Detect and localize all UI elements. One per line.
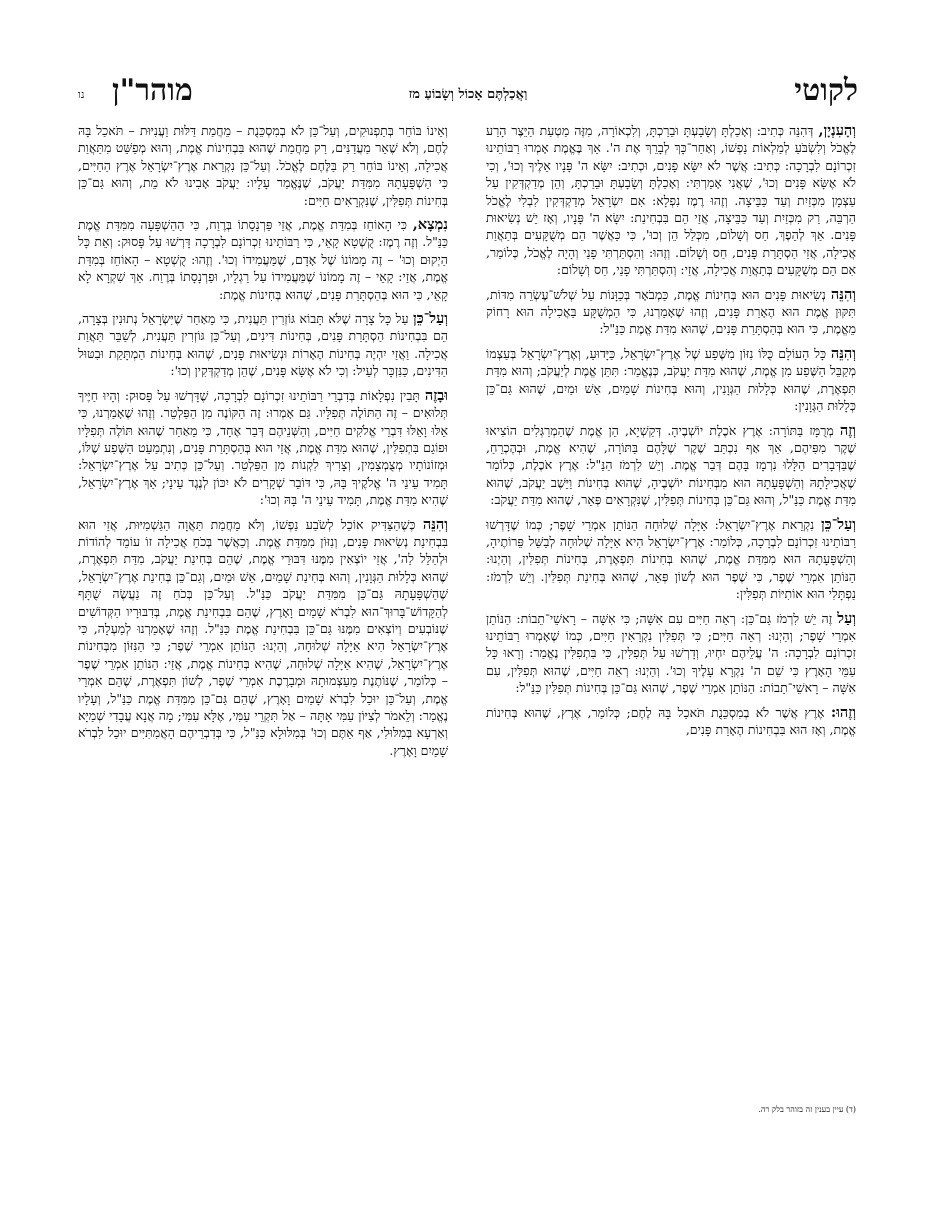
paragraph-lead-word: וְזֶהוּ: xyxy=(830,703,856,721)
paragraph-text: וְאֵינוֹ בּוֹחֵר בְּתַפְנוּקִים, וְעַל־כֵּן לֹא בְמִסְכֵּנֻת – מֵחֲמַת דַּלּוּת וַעֲנִיּוּת – תֹּאכַל בָּהּ לֶחֶם, וְלֹא שֶׁאֵר מַעֲדַנִּים, רַק מֵחֲמַת שֶׁהוּא בִּבְחִינוֹת אֱמֶת, וְהוּא מְפַשֵּׁט מִתַּאֲוַת אֲכִילָה, וְאֵינוֹ בּוֹחֵר רַק בַּלֶּחֶם לֶאֱכֹל. וְעַל־כֵּן נִקְרֵאת אֶרֶץ־יִשְׂרָאֵל אֶרֶץ הַחַיִּים, כִּי הַשְׁפָּעָתָהּ מִמִּדַּת יַעֲקֹב, שֶׁנֶּאֱמַר עָלָיו: יַעֲקֹב אָבִינוּ לֹא מֵת, וְהוּא גַּם־כֵּן בְּחִינוֹת תְּפִלִּין, שֶׁנִּקְרָאִים חַיִּים: xyxy=(78,123,448,208)
paragraph xyxy=(486,422,856,509)
running-head: וַאֲכַלְתֶּם אָכוֹל וְשָׂבוֹעַ מז xyxy=(408,87,528,102)
paragraph xyxy=(78,310,448,380)
paragraph-text: כָּל הָעוֹלָם כֻּלּוֹ נִזּוֹן מִשֶּׁפַע שֶׁל אֶרֶץ־יִשְׂרָאֵל, כַּיָּדוּעַ, וְאֶרֶץ־יִשְׂרָאֵל בְּעַצְמוֹ מְקַבֵּל הַשֶּׁפַע מִן אֱמֶת, שֶׁהוּא מִדַּת יַעֲקֹב, כְּנֶאֱמַר: תִּתֵּן אֱמֶת לְיַעֲקֹב; וְהוּא מִדַּת תִּפְאֶרֶת, שֶׁהוּא כְּלָלוּת הַגְּוָנִין, וְהוּא בְּחִינוֹת שָׁמַיִם, אֵשׁ וּמַיִם, שֶׁהוּא גַּם־כֵּן כְּלָלוּת הַגְּוָנִין: xyxy=(486,345,856,414)
paragraph xyxy=(78,387,448,509)
paragraph-lead-word: וְהִנֵּה xyxy=(422,515,448,533)
paragraph-lead-word: וְעַל־כֵּן xyxy=(820,515,856,533)
paragraph xyxy=(78,216,448,303)
paragraph-text: מְרֻמָּז בַּתּוֹרָה: אֶרֶץ אֹכֶלֶת יוֹשְׁבֶיהָ. דְּקַשְׁיָא, הֵן אֱמֶת שֶׁהַמְרַגְּלִים הוֹצִיאוּ שֶׁקֶר מִפִּיהֶם, אַךְ אַף נִכְתַּב שֶׁקֶר שֶׁלָּהֶם בַּתּוֹרָה, שֶׁהִיא אֱמֶת, וּבְהֶכְרֵחַ, שֶׁבַּדְּבָרִים הַלָּלוּ נִרְמָז בָּהֶם דְּבַר אֱמֶת. וְיֵשׁ לִרְמֹז הַנַּ"ל: אֶרֶץ אֹכֶלֶת, כְּלוֹמַר שֶׁאֲכִילָתָהּ וְהַשְׁפָּעָתָהּ הוּא מִבְּחִינוֹת יוֹשְׁבֶיהָ, שֶׁהוּא בְּחִינוֹת וַיֵּשֶׁב יַעֲקֹב, שֶׁהוּא מִדַּת אֱמֶת כַּנַּ"ל, וְהוּא גַּם־כֵּן בְּחִינוֹת תְּפִלִּין, שֶׁנִּקְרָאִים פְּאֵר, שֶׁהוּא מִדַּת יַעֲקֹב: xyxy=(486,422,856,508)
paragraph-text: נְשִׂיאוּת פָּנִים הוּא בְּחִינוֹת אֱמֶת, כַּמְבֹאָר בְּכַוָּנוֹת עַל שְׁלֹשׁ־עֶשְׂרֵה מִדּוֹת, תִּקּוּן אֱמֶת הוּא הֶאָרַת פָּנִים, וְזֶהוּ שֶׁאָמַרְנוּ, כִּי הַמְשֻׁקָּע בַּאֲכִילָה הוּא רָחוֹק מֵאֱמֶת, כִּי הוּא בְּהַסְתָּרַת פָּנִים, שֶׁהוּא מִדַּת אֱמֶת כַּנַּ"ל: xyxy=(486,286,856,337)
paragraph-text: תָּבִין נִפְלָאוֹת בְּדִבְרֵי רַבּוֹתֵינוּ זִכְרוֹנָם לִבְרָכָה, שֶׁדָּרְשׁוּ עַל פָּסוּק: וְהָיוּ חַיֶּיךָ תְּלוּאִים – זֶה הַתּוֹלֶה תְּפִלָּיו. גַּם אָמְרוּ: זֶה הַקּוֹנֶה מִן הַפַּלְטֵר. וְזֶהוּ שֶׁאָמַרְנוּ, כִּי אֵלּוּ וָאֵלּוּ דִּבְרֵי אֱלֹקִים חַיִּים, וְהַשְּׁנֵיהֶם דְּבַר אֶחָד, כִּי מֵאַחַר שֶׁהוּא תּוֹלֶה תְּפִלָּיו וּפוֹגֵם בִּתְפִלִּין, שֶׁהוּא מִדַּת אֱמֶת, אֲזַי הוּא בְּהַסְתָּרַת פָּנִים, וְנִתְמַעֵט הַשֶּׁפַע שֶׁלּוֹ, וּמְזוֹנוֹתָיו מְצֻמְצָמִין, וְצָרִיךְ לִקְנוֹת מִן הַפַּלְטֵר. וְעַל־כֵּן כְּתִיב עַל אֶרֶץ־יִשְׂרָאֵל: תָּמִיד עֵינֵי ה' אֱלֹקֶיךָ בָּהּ, כִּי דּוֹבֵר שְׁקָרִים לֹא יִכּוֹן לְנֶגֶד עֵינָי; אַךְ אֶרֶץ־יִשְׂרָאֵל, שֶׁהִיא מִדַּת אֱמֶת, תָּמִיד עֵינֵי ה' בָּהּ וְכוּ': xyxy=(78,387,448,508)
paragraph-lead-word: וְעַל xyxy=(837,609,856,627)
right-column xyxy=(486,122,856,745)
paragraph-text: עַל כָּל צָרָה שֶׁלֹּא תָּבוֹא גּוֹזְרִין תַּעֲנִית, כִּי מֵאַחַר שֶׁיִּשְׂרָאֵל נְתוּנִין בְּצָרָה, הֵם בִּבְחִינוֹת הַסְתָּרַת פָּנִים, בְּחִינוֹת דִּינִים, וְעַל־כֵּן גּוֹזְרִין תַּעֲנִית, לְשַׁבֵּר תַּאֲוַת אֲכִילָה. וַאֲזַי יִהְיֶה בְּחִינוֹת הֶאָרוֹת וּנְשִׂיאוּת פָּנִים, שֶׁהוּא בְּחִינוֹת הַמְתָּקַת וּבִטּוּל הַדִּינִים, כַּנִּזְכָּר לְעֵיל: וְכִי לֹא אֶשָּׂא פָּנִים, שֶׁהֵן מְדַקְדְּקִין וְכוּ': xyxy=(78,311,448,379)
paragraph xyxy=(486,610,856,697)
left-column xyxy=(78,122,448,766)
paragraph xyxy=(486,704,856,739)
paragraph-text: זֶה יֵשׁ לִרְמֹז גַּם־כֵּן: רְאֵה חַיִּים עִם אִשָּׁה; כִּי אִשָּׁה – רָאשֵׁי־תֵבוֹת: הַנּוֹתֵן אִמְרֵי שָׁפֶר; וְהַיְנוּ: רְאֵה חַיִּים; כִּי תְּפִלִּין נִקְרָאִין חַיִּים, כְּמוֹ שֶׁאָמְרוּ רַבּוֹתֵינוּ זִכְרוֹנָם לִבְרָכָה: ה' עֲלֵיהֶם יִחְיוּ, וְדָרְשׁוּ עַל תְּפִלִּין, כִּי בִּתְפִלִּין נֶאֱמַר: וְרָאוּ כָּל עַמֵּי הָאָרֶץ כִּי שֵׁם ה' נִקְרָא עָלֶיךָ וְכוּ'. וְהַיְנוּ: רְאֵה חַיִּים, שֶׁהוּא תְּפִלִּין, עִם אִשָּׁה – רָאשֵׁי־תֵבוֹת: הַנּוֹתֵן אִמְרֵי שֶׁפֶר, שֶׁהוּא גַּם־כֵּן בְּחִינוֹת תְּפִלִּין כַּנַּ"ל: xyxy=(486,610,856,696)
paragraph xyxy=(78,516,448,760)
paragraph xyxy=(486,286,856,338)
paragraph-text: כִּי הָאוֹחֵז בְּמִדַּת אֱמֶת, אֲזַי פַּרְנָסָתוֹ בְּרֶוַח, כִּי הַהַשְׁפָּעָה מִמִּדַּת אֱמֶת כַּנַּ"ל. וְזֶה רֶמֶז: קֻשְׁטָא קָאֵי, כִּי רַבּוֹתֵינוּ זִכְרוֹנָם לִבְרָכָה דָּרְשׁוּ עַל פָּסוּק: וְאֵת כָּל הַיְקוּם וְכוּ' – זֶה מָמוֹנוֹ שֶׁל אָדָם, שֶׁמַּעֲמִידוֹ וְכוּ'. וְזֶהוּ: קֻשְׁטָא – הָאוֹחֵז בְּמִדַּת אֱמֶת, אֲזַי: קָאֵי – זֶה מָמוֹנוֹ שֶׁמַּעֲמִידוֹ עַל רַגְלָיו, וּפַרְנָסָתוֹ בְּרֶוַח. אַךְ שִׁקְרָא לָא קָאֵי, כִּי הוּא בְּהַסְתָּרַת פָּנִים, שֶׁהוּא בְּחִינוֹת אֱמֶת: xyxy=(78,217,448,302)
paragraph xyxy=(486,122,856,279)
paragraph xyxy=(486,516,856,603)
paragraph xyxy=(486,345,856,415)
header-title-right: לקוטי xyxy=(794,73,858,108)
paragraph xyxy=(78,122,448,209)
page-number: נו xyxy=(78,88,85,101)
paragraph-text: נִקְרֵאת אֶרֶץ־יִשְׂרָאֵל: אַיָּלָה שְׁלוּחָה הַנּוֹתֵן אִמְרֵי שָׁפֶר; כְּמוֹ שֶׁדָּרְשׁוּ רַבּוֹתֵינוּ זִכְרוֹנָם לִבְרָכָה, כְּלוֹמַר: אֶרֶץ־יִשְׂרָאֵל הִיא אַיָּלָה שְׁלוּחָה לְבַשֵּׁל פֵּרוֹתֶיהָ, וְהַשְׁפָּעָתָהּ הוּא מִמִּדַּת אֱמֶת, שֶׁהוּא בְּחִינוֹת תִּפְאֶרֶת, בְּחִינוֹת תְּפִלִּין, וְהַיְנוּ: הַנּוֹתֵן אִמְרֵי שֶׁפֶר, כִּי שֶׁפֶר הוּא לְשׁוֹן פְּאֵר, שֶׁהוּא בְּחִינַת תְּפִלִּין. וְיֵשׁ לִרְמֹז: נַפְתָּלִי הוּא אוֹתִיּוֹת תְּפִלִּין: xyxy=(486,516,856,602)
paragraph-lead-word: וְזֶה xyxy=(839,421,856,439)
paragraph-text: דְּהִנֵּה כְּתִיב: וְאָכַלְתָּ וְשָׂבָעְתָּ וּבֵרַכְתָּ, וְלִכְאוֹרָה, מִזֶּה מַטְעַת הַיֵּצֶר הָרַע לֶאֱכֹל וְלִשְׂבֹּעַ לְמַלְאוֹת נַפְשׁוֹ, וְאַחַר־כָּךְ לְבָרֵךְ אֶת ה'. אַךְ בֶּאֱמֶת אָמְרוּ רַבּוֹתֵינוּ זִכְרוֹנָם לִבְרָכָה: כְּתִיב: אֲשֶׁר לֹא יִשָּׂא פָנִים, וּכְתִיב: יִשָּׂא ה' פָּנָיו אֵלֶיךָ וְכוּ', וְכִי לֹא אֶשָּׂא פָּנִים וְכוּ', שֶׁאֲנִי אָמַרְתִּי: וְאָכַלְתָּ וְשָׂבָעְתָּ וּבֵרַכְתָּ, וְהֵן מְדַקְדְּקִין עַל עַצְמָן מִכְּזַיִת וְעַד כַּבֵּיצָה. וְזֶהוּ רֶמֶז נִפְלָא: אִם יִשְׂרָאֵל מְדַקְדְּקִין לִבְלִי לֶאֱכֹל הַרְבֵּה, רַק מִכְּזַיִת וְעַד כַּבֵּיצָה, אֲזַי הֵם בִּבְחִינַת: יִשָּׂא ה' פָּנָיו, וְאָז יֵשׁ נְשִׂיאוּת פָּנִים. אַךְ לְהֵפֶךְ, חַס וְשָׁלוֹם, מִכְּלַל הֵן וְכוּ', כִּי כַּאֲשֶׁר הֵם מְשֻׁקָּעִים בְּתַאֲוַת אֲכִילָה, אֲזַי הַסְתָּרַת פָּנִים, חַס וְשָׁלוֹם. וְזֶהוּ: וְהִסְתַּרְתִּי פָנַי וְהָיָה לֶאֱכֹל, כְּלוֹמַר, אִם הֵם מְשֻׁקָּעִים בְּתַאֲוַת אֲכִילָה, אֲזַי: וְהִסְתַּרְתִּי פָנַי, חַס וְשָׁלוֹם: xyxy=(486,123,856,278)
paragraph-lead-word: וְהָעִנְיָן, xyxy=(818,122,856,139)
header-title-left: מוהר"ן xyxy=(112,73,193,108)
paragraph-lead-word: וּבָזֶה xyxy=(424,386,448,404)
paragraph-text: כְּשֶׁהַצַּדִּיק אוֹכֵל לְשֹׂבַע נַפְשׁוֹ, וְלֹא מֵחֲמַת תַּאֲוָה הַגַּשְׁמִיּוּת, אֲזַי הוּא בִּבְחִינַת נְשִׂיאוּת פָּנִים, וְנִזּוֹן מִמִּדַּת אֱמֶת. וְכַאֲשֶׁר בְּכֹחַ אֲכִילָה זוֹ עוֹמֵד לְהוֹדוֹת וּלְהַלֵּל לַה', אֲזַי יוֹצְאִין מִמֶּנּוּ דִּבּוּרֵי אֱמֶת, שֶׁהֵם בְּחִינַת יַעֲקֹב, מִדַּת תִּפְאֶרֶת, שֶׁהוּא כְּלָלוּת הַגְּוָנִין, וְהוּא בְּחִינַת שָׁמַיִם, אֵשׁ וּמַיִם, וְגַם־כֵּן בְּחִינַת אֶרֶץ־יִשְׂרָאֵל, שֶׁהַשְׁפָּעָתָהּ גַּם־כֵּן מִמִּדַּת יַעֲקֹב כַּנַּ"ל. וְעַל־כֵּן בְּכֹחַ זֶה נַעֲשֶׂה שֻׁתָּף לְהַקָּדוֹשׁ־בָּרוּךְ־הוּא לִבְרֹא שָׁמַיִם וָאָרֶץ, שֶׁהֵם בִּבְחִינַת אֱמֶת, בְּדִבּוּרָיו הַקְּדוֹשִׁים שֶׁנּוֹבְעִים וְיוֹצְאִים מִמֶּנּוּ גַּם־כֵּן בִּבְחִינַת אֱמֶת כַּנַּ"ל. וְזֶהוּ שֶׁאָמַרְנוּ לְמַעְלָה, כִּי אֶרֶץ־יִשְׂרָאֵל הִיא אַיָּלָה שְׁלוּחָה, וְהַיְנוּ: הַנּוֹתֵן אִמְרֵי שֶׁפֶר; כִּי הַנִּזּוֹן מִבְּחִינוֹת אֶרֶץ־יִשְׂרָאֵל, שֶׁהִיא אַיָּלָה שְׁלוּחָה, שֶׁהִיא בְּחִינוֹת אֱמֶת, אֲזַי: הַנּוֹתֵן אִמְרֵי שֶׁפֶר – כְּלוֹמַר, שֶׁנּוֹתֶנֶת מֵעַצְמוּתָהּ וּמְבָרֶכֶת אִמְרֵי שֶׁפֶר, לְשׁוֹן תִּפְאֶרֶת, שֶׁהֵם אִמְרֵי אֱמֶת, וְעַל־כֵּן יוּכַל לִבְרֹא שָׁמַיִם וָאָרֶץ, שֶׁהֵם גַּם־כֵּן מִמִּדַּת אֱמֶת כַּנַּ"ל, וְעָלָיו נֶאֱמַר: וְלֵאמֹר לְצִיּוֹן עַמִּי אָתָּה – אַל תִּקְרֵי עַמִּי, אֶלָּא עִמִּי; מָה אֲנָא עֲבָדִי שְׁמַיָּא וְאַרְעָא בְּמִלּוּלִי, אַף אַתֶּם וְכוּ' בְּמִלּוּלָא כַּנַּ"ל, כִּי בְּדִבְרֵיהֶם הָאֲמִתִּיִּים יוּכַל לִבְרֹא שָׁמַיִם וָאָרֶץ. xyxy=(78,516,448,758)
page-header xyxy=(78,74,858,114)
paragraph-text: אֶרֶץ אֲשֶׁר לֹא בְמִסְכֵּנֻת תֹּאכַל בָּהּ לֶחֶם; כְּלוֹמַר, אֶרֶץ, שֶׁהוּא בְּחִינוֹת אֱמֶת, וְאָז הוּא בִּבְחִינוֹת הֶאָרַת פָּנִים, xyxy=(486,704,856,737)
paragraph-lead-word: וְהִנֵּה xyxy=(830,344,856,362)
footnote: (ד) עיין בענין זה בזוהר בלק רה. xyxy=(758,1105,856,1114)
paragraph-lead-word: נִמְצָא, xyxy=(412,216,448,234)
paragraph-lead-word: וְהִנֵּה xyxy=(830,285,856,303)
paragraph-lead-word: וְעַל־כֵּן xyxy=(412,310,448,328)
